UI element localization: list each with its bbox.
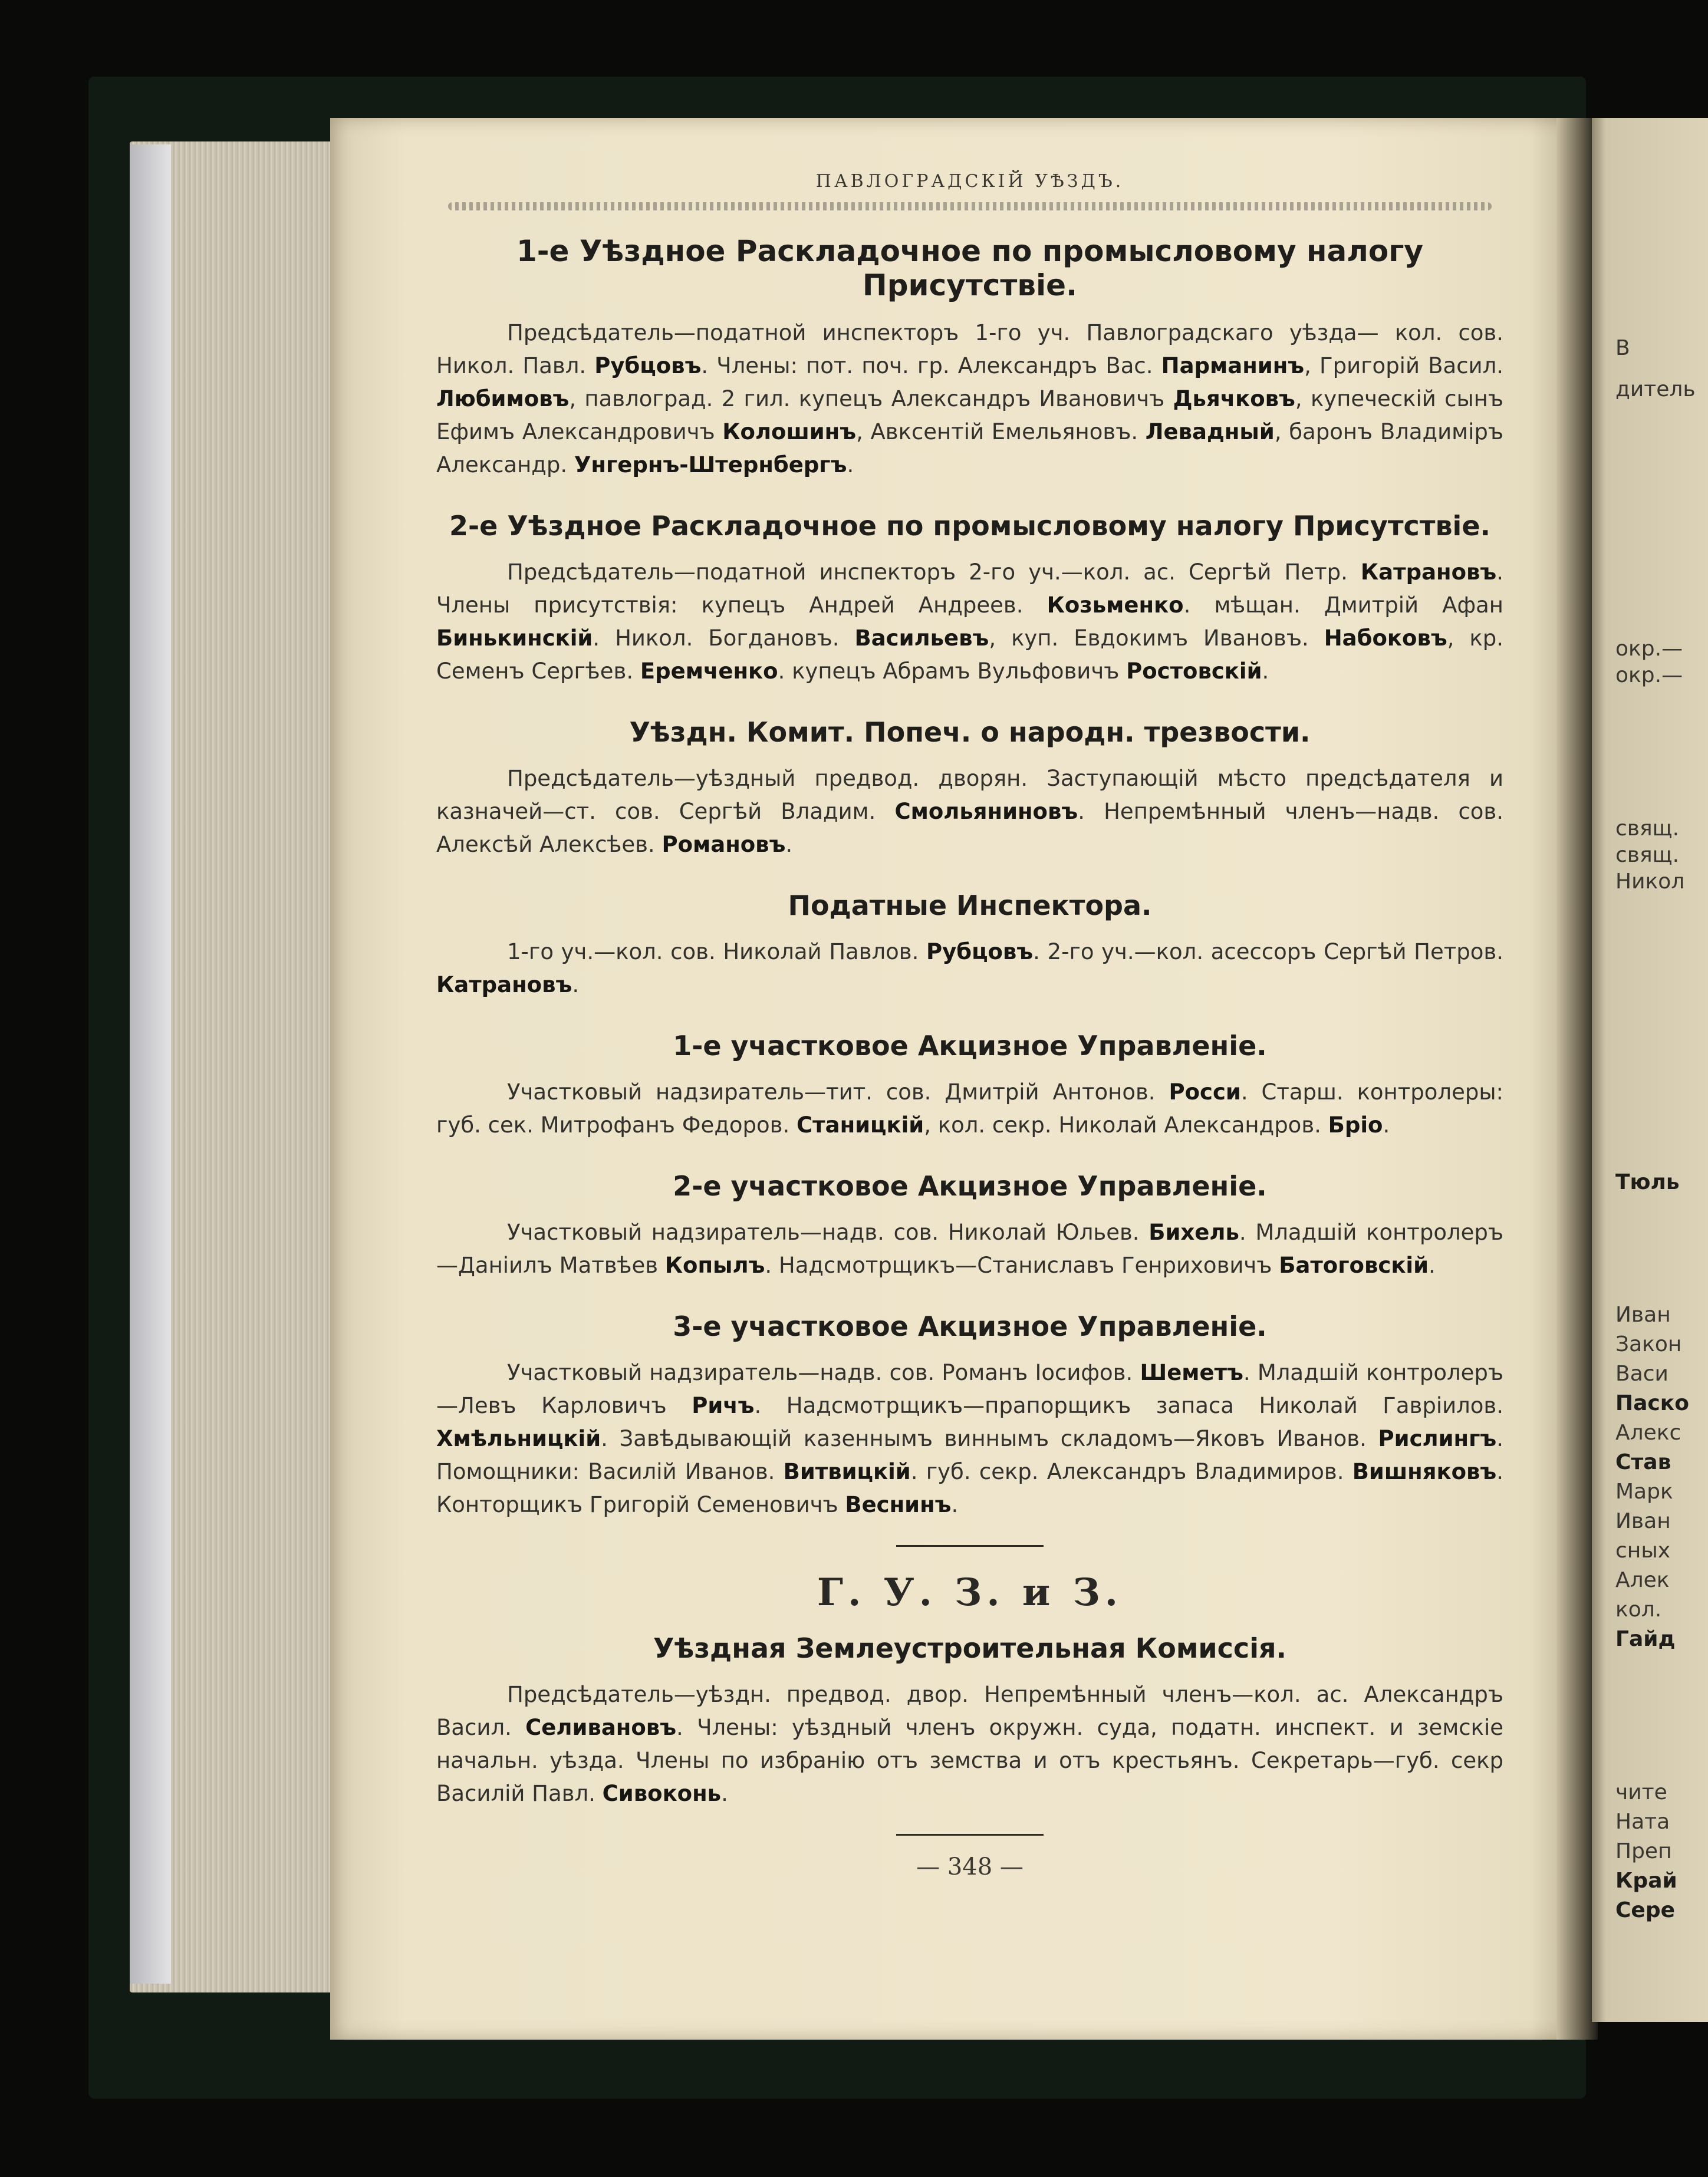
person-surname: Бинькинскій (436, 625, 593, 651)
person-surname: Витвицкій (783, 1459, 911, 1484)
guz-paragraph (436, 1678, 1503, 1810)
text-run: . Помощники: Василій Иванов. (436, 1426, 1503, 1484)
divider-rule-bottom (896, 1834, 1044, 1836)
person-surname: Левадный (1145, 419, 1275, 444)
text-run: . (721, 1781, 728, 1806)
text-run: , купеческій сынъ Ефимъ Александровичъ (436, 386, 1504, 444)
wavy-rule (448, 202, 1492, 210)
person-surname: Рислингъ (1378, 1426, 1497, 1451)
text-run: Участковый надзиратель—надв. сов. Романъ Іосифов. (507, 1360, 1140, 1385)
guz-heading: Г. У. З. и З. (817, 1570, 1123, 1615)
text-run: , куп. Евдокимъ Ивановъ. (989, 625, 1324, 651)
text-run: , павлоград. 2 гил. купецъ Александръ Ивановичъ (569, 386, 1173, 411)
person-surname: Парманинъ (1161, 353, 1305, 378)
guz-title: Уѣздная Землеустроительная Комиссія. (653, 1632, 1286, 1664)
section-title: 1-е Уѣздное Раскладочное по промысловому налогу Присутствіе. (516, 234, 1423, 302)
section-title: 2-е Уѣздное Раскладочное по промысловому налогу Присутствіе. (449, 510, 1490, 542)
person-surname: Еремченко (640, 658, 778, 684)
right-page-line: свящ. (1615, 816, 1680, 841)
right-page-line: Преп (1615, 1839, 1672, 1863)
text-run: . Члены: пот. поч. гр. Александръ Вас. (701, 353, 1161, 378)
page-number: — 348 — (916, 1853, 1024, 1880)
person-surname: Копылъ (664, 1253, 765, 1278)
text-run: . (951, 1492, 959, 1517)
right-page-line: Гайд (1615, 1627, 1676, 1651)
text-run: . Члены присутствія: купецъ Андрей Андреев. (436, 559, 1503, 618)
text-run: . Младшій контролеръ—Даніилъ Матвѣев (436, 1220, 1503, 1278)
text-run: Участковый надзиратель—надв. сов. Николай Юльев. (507, 1220, 1149, 1245)
text-run: Участковый надзиратель—тит. сов. Дмитрій Антонов. (507, 1079, 1169, 1105)
text-run: 1-го уч.—кол. сов. Николай Павлов. (507, 939, 927, 964)
section-title: 1-е участковое Акцизное Управленіе. (673, 1030, 1267, 1062)
running-head: ПАВЛОГРАДСКІЙ УѢЗДЪ. (815, 171, 1124, 192)
section-paragraph (436, 936, 1503, 1002)
right-page-line: Алекс (1615, 1421, 1681, 1445)
person-surname: Ростовскій (1126, 658, 1262, 684)
text-run: . купецъ Абрамъ Вульфовичъ (778, 658, 1127, 684)
right-page-line: Паско (1615, 1391, 1689, 1415)
section-paragraph (436, 1216, 1503, 1282)
section-paragraph (436, 556, 1503, 688)
sections (436, 234, 1503, 1521)
text-run: . Младшій контролеръ—Левъ Карловичъ (436, 1360, 1503, 1418)
text-run: . (785, 832, 793, 857)
text-run: , Авксентій Емельяновъ. (856, 419, 1146, 444)
right-page-line: Марк (1615, 1480, 1673, 1504)
right-page-line: окр.— (1615, 637, 1683, 661)
text-run: Предсѣдатель—уѣздный предвод. дворян. Заступающій мѣсто предсѣдателя и казначей—ст. сов. Сергѣй Владим. (436, 766, 1503, 824)
text-run: Предсѣдатель—уѣздн. предвод. двор. Непремѣнный членъ—кол. ас. Александръ Васил. (436, 1682, 1503, 1740)
right-page-line: Сере (1615, 1898, 1676, 1922)
text-run: . Члены: уѣздный членъ окружн. суда, податн. инспект. и земскіе начальн. уѣзда. Члены по избранію отъ земства и отъ крестьянъ. Секретарь—губ. секр Василій Павл. (436, 1715, 1503, 1806)
right-page-line: окр.— (1615, 663, 1683, 687)
person-surname: Батоговскій (1279, 1253, 1429, 1278)
person-surname: Смольяниновъ (894, 799, 1078, 824)
person-surname: Ричъ (692, 1393, 755, 1418)
right-page-line: Иван (1615, 1509, 1671, 1533)
right-page-line: кол. (1615, 1598, 1662, 1622)
right-page-line: Алек (1615, 1568, 1670, 1592)
section-title: Податные Инспектора. (788, 890, 1152, 921)
page-edges-highlight (130, 144, 171, 1984)
text-run: . Никол. Богдановъ. (593, 625, 855, 651)
text-run: . Надсмотрщикъ—прапорщикъ запаса Николай Гавріилов. (754, 1393, 1503, 1418)
text-run: . Старш. контролеры: губ. сек. Митрофанъ Федоров. (436, 1079, 1503, 1138)
section-title: 3-е участковое Акцизное Управленіе. (673, 1310, 1267, 1342)
text-run: Предсѣдатель—податной инспекторъ 1-го уч. Павлоградскаго уѣзда— кол. сов. Никол. Павл. (436, 320, 1503, 378)
person-surname: Набоковъ (1324, 625, 1447, 651)
text-run: , кол. секр. Николай Александров. (924, 1112, 1328, 1138)
person-surname: Рубцовъ (926, 939, 1034, 964)
text-run: Предсѣдатель—податной инспекторъ 2-го уч.—кол. ас. Сергѣй Петр. (507, 559, 1361, 585)
text-run: , кр. Семенъ Сергѣев. (436, 625, 1503, 684)
text-run: . (1429, 1253, 1436, 1278)
right-page-line: Закон (1615, 1332, 1682, 1356)
text-run: . (1383, 1112, 1390, 1138)
person-surname: Рубцовъ (594, 353, 702, 378)
page-content (436, 171, 1503, 1880)
person-surname: Козьменко (1046, 592, 1184, 618)
right-page-line: В (1615, 336, 1630, 360)
section-paragraph (436, 762, 1503, 861)
text-run: . (1262, 658, 1269, 684)
text-run: . Непремѣнный членъ—надв. сов. Алексѣй Алексѣев. (436, 799, 1503, 857)
text-run: , баронъ Владиміръ Александр. (436, 419, 1503, 477)
person-surname: Вишняковъ (1352, 1459, 1497, 1484)
right-page-line: Васи (1615, 1362, 1668, 1386)
person-surname: Колошинъ (722, 419, 857, 444)
person-surname: Унгернъ-Штернбергъ (574, 452, 847, 477)
section-title: Уѣздн. Комит. Попеч. о народн. трезвости. (629, 716, 1311, 748)
section-paragraph (436, 1356, 1503, 1521)
person-surname: Шеметъ (1140, 1360, 1243, 1385)
person-surname: Катрановъ (1360, 559, 1497, 585)
right-page-line: сных (1615, 1539, 1671, 1563)
text-run: . Завѣдывающій казеннымъ виннымъ складомъ—Яковъ Иванов. (601, 1426, 1378, 1451)
text-run: , Григорій Васил. (1304, 353, 1503, 378)
person-surname: Бріо (1328, 1112, 1383, 1138)
person-surname: Веснинъ (845, 1492, 952, 1517)
section-paragraph (436, 1076, 1503, 1142)
text-run: . (572, 972, 580, 997)
person-surname: Дьячковъ (1173, 386, 1295, 411)
right-page-fragment (1592, 118, 1708, 2022)
person-surname: Любимовъ (436, 386, 570, 411)
text-run: . Конторщикъ Григорій Семеновичъ (436, 1459, 1503, 1517)
text-run: . губ. секр. Александръ Владимиров. (910, 1459, 1352, 1484)
person-surname: Станицкій (797, 1112, 924, 1138)
text-run: . 2-го уч.—кол. асессоръ Сергѣй Петров. (1033, 939, 1503, 964)
text-run: . Надсмотрщикъ—Станиславъ Генриховичъ (765, 1253, 1279, 1278)
person-surname: Романовъ (662, 832, 786, 857)
right-page-line: Ната (1615, 1810, 1670, 1834)
text-run: . (847, 452, 854, 477)
person-surname: Бихель (1148, 1220, 1239, 1245)
right-page-line: свящ. (1615, 843, 1680, 867)
right-page-line: Край (1615, 1869, 1677, 1893)
divider-rule (896, 1545, 1044, 1547)
person-surname: Селивановъ (525, 1715, 677, 1740)
person-surname: Хмѣльницкій (436, 1426, 601, 1451)
section-title: 2-е участковое Акцизное Управленіе. (673, 1170, 1267, 1202)
right-page-line: Никол (1615, 870, 1685, 894)
person-surname: Васильевъ (854, 625, 989, 651)
right-page-line: дитель (1615, 377, 1696, 401)
person-surname: Сивоконь (602, 1781, 722, 1806)
right-page-line: чите (1615, 1780, 1667, 1804)
right-page-line: Тюль (1615, 1170, 1680, 1194)
section-paragraph (436, 317, 1503, 482)
right-page-line: Став (1615, 1450, 1671, 1474)
person-surname: Росси (1169, 1079, 1241, 1105)
person-surname: Катрановъ (436, 972, 572, 997)
right-page-line: Иван (1615, 1303, 1671, 1327)
text-run: . мѣщан. Дмитрій Афан (1183, 592, 1503, 618)
